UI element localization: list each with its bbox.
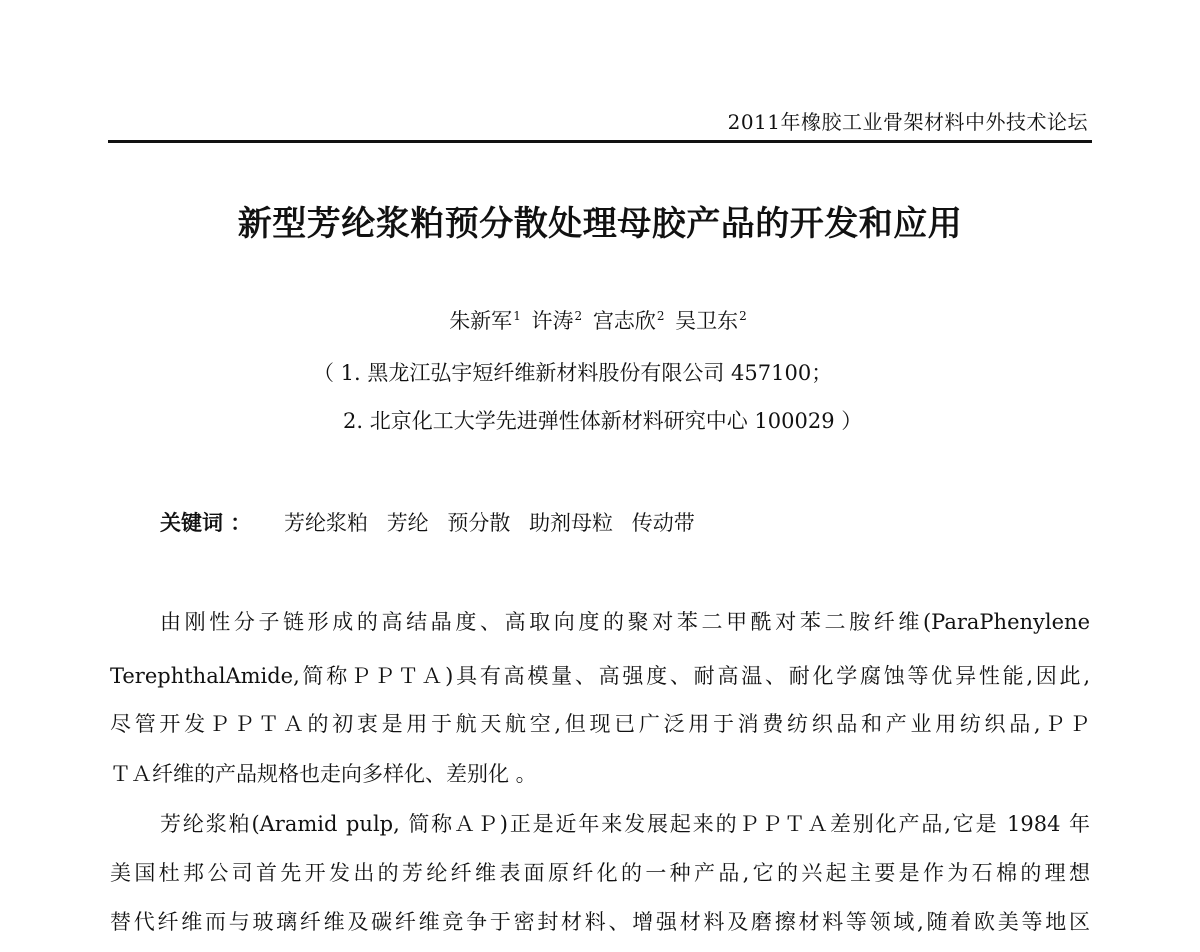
author-name: 吴卫东 bbox=[675, 309, 739, 333]
keyword: 预分散 bbox=[447, 511, 511, 535]
affiliation-2: 2. 北京化工大学先进弹性体新材料研究中心 100029 ） bbox=[343, 409, 863, 433]
author-affiliation-mark: 2 bbox=[656, 309, 665, 323]
body-text-line: 芳纶浆粕(Aramid pulp, 简称ＡＰ)正是近年来发展起来的ＰＰＴＡ差别化产品,它是 1984 年 bbox=[160, 812, 1090, 836]
keyword: 芳纶浆粕 bbox=[284, 511, 368, 535]
keyword: 传动带 bbox=[631, 511, 695, 535]
body-text-line: 替代纤维而与玻璃纤维及碳纤维竞争于密封材料、增强材料及磨擦材料等领域,随着欧美等地区 bbox=[110, 910, 1090, 934]
header-rule bbox=[108, 140, 1092, 143]
keywords-label: 关键词 ： bbox=[160, 510, 252, 535]
paper-title: 新型芳纶浆粕预分散处理母胶产品的开发和应用 bbox=[237, 204, 963, 244]
body-text-line: 美国杜邦公司首先开发出的芳纶纤维表面原纤化的一种产品,它的兴起主要是作为石棉的理想 bbox=[110, 861, 1090, 885]
keyword: 助剂母粒 bbox=[529, 511, 614, 535]
body-text-line: TerephthalAmide,简称ＰＰＴＡ)具有高模量、高强度、耐高温、耐化学腐蚀等优异性能,因此, bbox=[110, 664, 1090, 688]
author-affiliation-mark: 2 bbox=[574, 309, 583, 323]
author-affiliation-mark: 2 bbox=[739, 309, 747, 323]
running-header: 2011年橡胶工业骨架材料中外技术论坛 bbox=[727, 110, 1088, 134]
affiliation-1: （ 1. 黑龙江弘宇短纤维新材料股份有限公司 457100； bbox=[313, 361, 833, 385]
body-text-line: ＴＡ纤维的产品规格也走向多样化、差别化 。 bbox=[110, 762, 537, 786]
keyword: 芳纶 bbox=[386, 511, 429, 535]
author-affiliation-mark: 1 bbox=[513, 309, 521, 323]
body-text-line: 由刚性分子链形成的高结晶度、高取向度的聚对苯二甲酰对苯二胺纤维(ParaPhenylene bbox=[160, 610, 1090, 634]
author-name: 宫志欣 bbox=[592, 309, 656, 333]
body-text-line: 尽管开发ＰＰＴＡ的初衷是用于航天航空,但现已广泛用于消费纺织品和产业用纺织品,ＰＰ bbox=[110, 712, 1090, 736]
author-name: 许涛 bbox=[531, 309, 574, 333]
author-name: 朱新军 bbox=[449, 309, 513, 333]
keywords-line bbox=[160, 507, 707, 537]
author-list bbox=[0, 305, 1200, 335]
